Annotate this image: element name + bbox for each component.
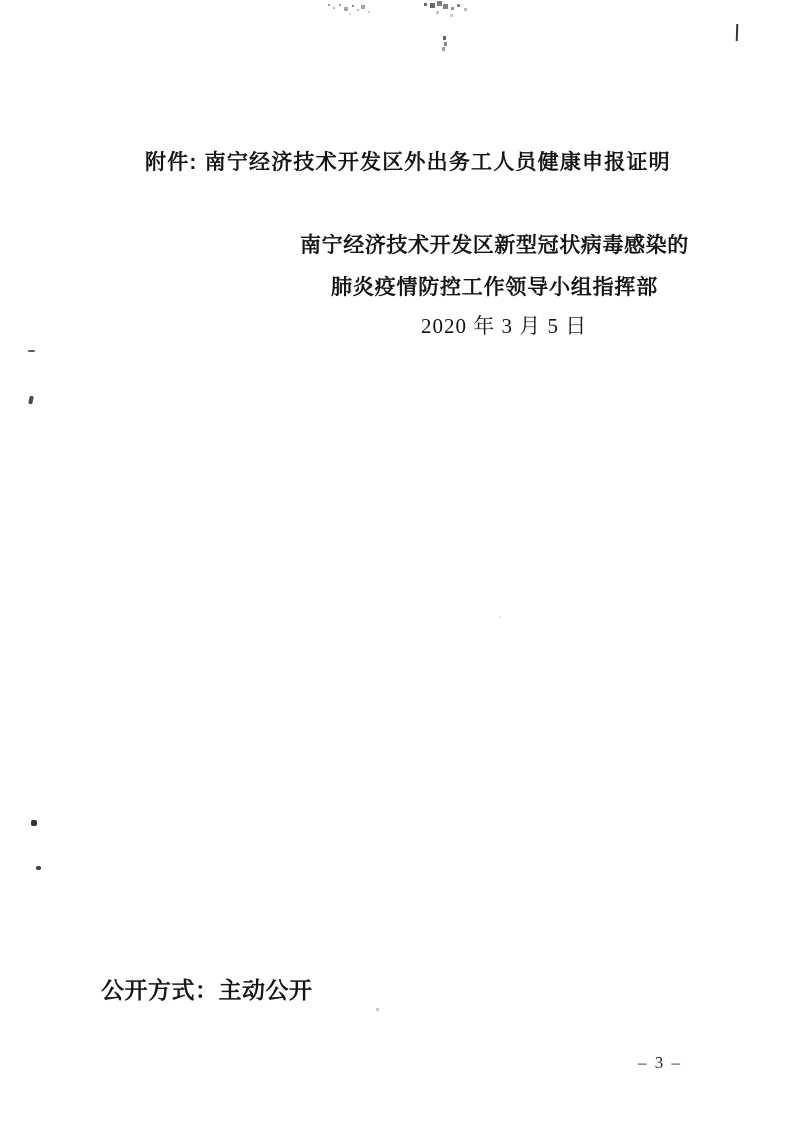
scan-margin-dot-lower xyxy=(36,866,41,870)
scan-smudge-right xyxy=(424,3,427,6)
scan-speck-middle xyxy=(499,616,501,618)
scan-corner-tick xyxy=(736,24,739,41)
issuer-line-1: 南宁经济技术开发区新型冠状病毒感染的 xyxy=(300,234,689,257)
scan-margin-dash xyxy=(28,350,35,352)
attachment-line: 附件: 南宁经济技术开发区外出务工人员健康申报证明 xyxy=(145,151,671,174)
scan-margin-dot-upper xyxy=(31,820,37,826)
scan-speck-bottom xyxy=(376,1008,379,1011)
page-number: – 3 – xyxy=(638,1053,682,1072)
scan-squiggle-mark xyxy=(443,36,446,40)
date-line: 2020 年 3 月 5 日 xyxy=(421,314,588,338)
issuer-line-2: 肺炎疫情防控工作领导小组指挥部 xyxy=(331,276,658,299)
disclosure-line: 公开方式：主动公开 xyxy=(101,977,313,1003)
scan-margin-mark xyxy=(28,396,34,405)
scan-smudge-left xyxy=(328,4,330,6)
